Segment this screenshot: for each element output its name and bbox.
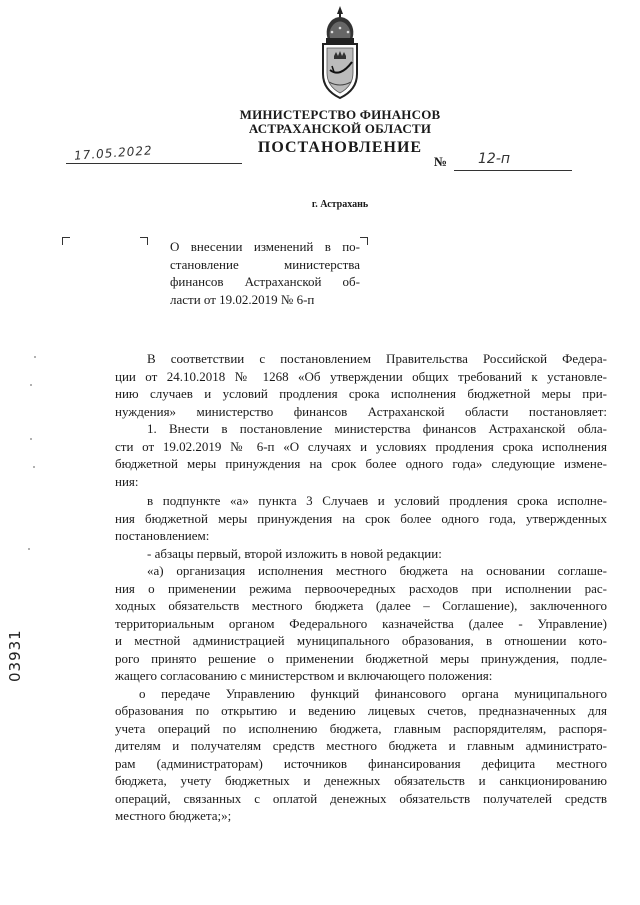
body-line: территориальным органом Федерального казначейства (далее - Управление) <box>115 615 607 631</box>
body-line: жащего согласованию с министерством и включающего положения: <box>115 668 493 683</box>
document-type-title: ПОСТАНОВЛЕНИЕ <box>257 139 423 156</box>
body-line: В соответствии с постановлением Правительства Российской Федера- <box>147 351 607 366</box>
body-line: сти от 19.02.2019 № 6-п «О случаях и условиях продления срока исполнения <box>115 438 607 454</box>
side-registration-stamp: 03931 <box>6 629 24 682</box>
body-line: бюджетной меры принуждения на срок более одного года» следующие измене- <box>115 456 607 471</box>
body-line: местного бюджета;»; <box>115 808 232 823</box>
document-body <box>115 350 607 825</box>
body-line: «а) организация исполнения местного бюджета на основании соглаше- <box>147 563 607 578</box>
body-line: рам (администраторам) источников финансирования дефицита местного <box>115 755 607 771</box>
scan-speck <box>33 466 35 468</box>
subject-corner-mark-right <box>360 237 368 245</box>
body-line: нуждения» министерство финансов Астраханской области постановляет: <box>115 403 607 419</box>
body-line: бюджета, учету бюджетных и денежных обязательств и санкционированию <box>115 773 607 788</box>
body-line: о передаче Управлению функций финансового органа муниципального <box>139 685 607 701</box>
subject-line: ласти от 19.02.2019 № 6-п <box>170 291 315 307</box>
number-sign: № <box>434 154 448 169</box>
body-line: рого принято решение о применении бюджетной меры принуждения, подле- <box>115 650 607 666</box>
document-number: 12-п <box>478 151 511 167</box>
coat-of-arms-emblem <box>314 4 366 104</box>
scan-speck <box>34 356 36 358</box>
scan-speck <box>30 384 32 386</box>
body-line: учета операций по исполнению бюджета, главным распорядителям, распоря- <box>115 720 607 736</box>
body-line: 1. Внести в постановление министерства финансов Астраханской обла- <box>147 421 607 436</box>
document-date: 17.05.2022 <box>73 143 154 163</box>
body-line: и местной администрацией муниципального образования, в отношении кото- <box>115 633 607 648</box>
body-line: нию случаев и условий продления срока исполнения бюджетной меры при- <box>115 386 607 401</box>
body-line: дителям и получателям средств местного бюджета и главным администрато- <box>115 738 607 753</box>
scan-speck <box>28 548 30 550</box>
subject-corner-mark <box>140 237 148 245</box>
body-line: - абзацы первый, второй изложить в новой редакции: <box>147 545 442 561</box>
subject-line: финансов Астраханской об- <box>170 274 360 289</box>
ministry-name-line2: АСТРАХАНСКОЙ ОБЛАСТИ <box>248 121 432 136</box>
scan-speck <box>30 438 32 440</box>
body-line: ния бюджетной меры принуждения на срок более одного года, утвержденных <box>115 510 607 526</box>
body-line: в подпункте «а» пункта 3 Случаев и условий продления срока исполне- <box>147 493 607 508</box>
subject-corner-mark-left <box>62 237 70 245</box>
subject-line: О внесении изменений в по- <box>170 239 360 254</box>
body-line: операций, связанных с оплатой денежных обязательств получателей средств <box>115 790 607 806</box>
ministry-name-line1: МИНИСТЕРСТВО ФИНАНСОВ <box>239 107 441 122</box>
body-line: ходных обязательств местного бюджета (далее – Соглашение), заключенного <box>115 598 607 613</box>
body-line: образования по открытию и ведению лицевых счетов, предназначенных для <box>115 703 607 718</box>
document-subject <box>170 238 360 308</box>
date-underline <box>66 163 242 164</box>
body-line: ния: <box>115 473 139 489</box>
body-line: ния о применении режима первоочередных расходов при исполнении рас- <box>115 580 607 596</box>
document-city: г. Астрахань <box>311 199 369 210</box>
body-line: ции от 24.10.2018 № 1268 «Об утверждении общих требований к установле- <box>115 368 607 384</box>
body-line: постановлением: <box>115 528 210 543</box>
number-underline <box>454 170 572 171</box>
subject-line: становление министерства <box>170 256 360 272</box>
